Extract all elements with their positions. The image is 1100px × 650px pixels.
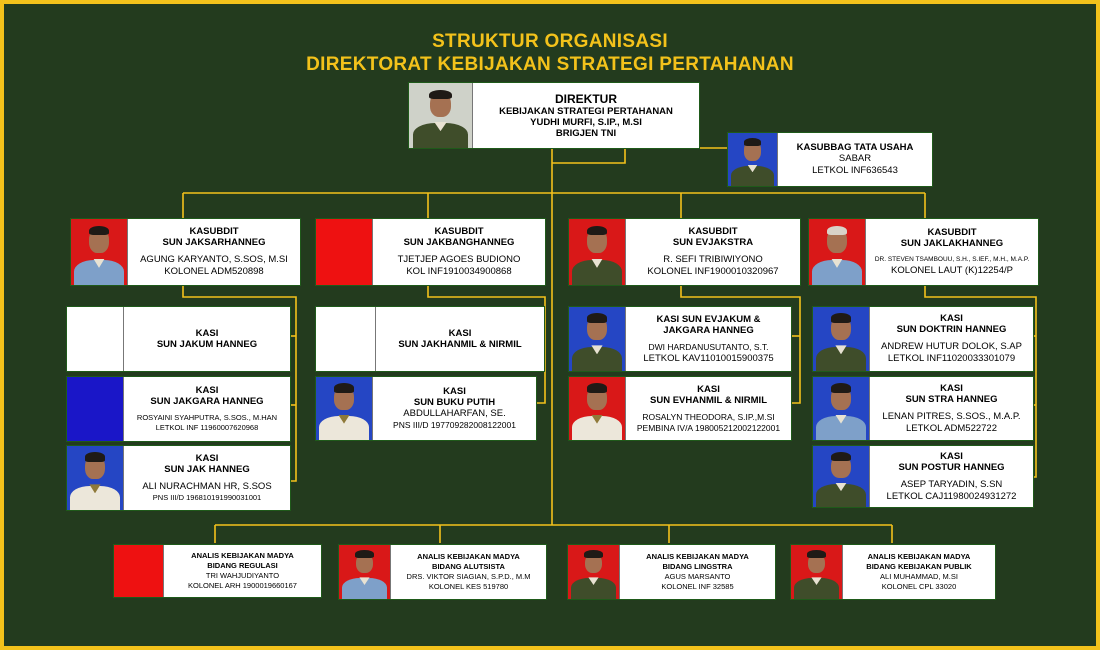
kasubdit-role: KASUBDIT xyxy=(927,227,977,238)
analis-box[interactable] xyxy=(338,544,547,600)
direktur-photo xyxy=(409,83,473,148)
analis-rank: KOLONEL KES 519780 xyxy=(428,582,509,591)
analis-role: ANALIS KEBIJAKAN MADYA xyxy=(646,552,749,561)
kasi-box[interactable] xyxy=(812,445,1034,508)
kasubdit-photo xyxy=(809,219,866,285)
kasi-role: KASI xyxy=(443,386,466,397)
kasi-photo xyxy=(569,377,626,440)
kasi-name: ROSYAINI SYAHPUTRA, S.SOS., M.HAN xyxy=(136,413,278,422)
analis-unit: BIDANG REGULASI xyxy=(207,561,278,570)
kasi-role: KASI xyxy=(940,450,963,462)
kasi-role: KASI SUN EVJAKUM & xyxy=(656,313,761,325)
kasi-role: KASI xyxy=(195,328,219,339)
kasi-box[interactable] xyxy=(812,306,1034,372)
kasi-unit: SUN JAKGARA HANNEG xyxy=(150,396,264,407)
kasubdit-role: KASUBDIT xyxy=(189,226,239,237)
kasubdit-photo xyxy=(71,219,128,285)
kasi-box[interactable] xyxy=(568,376,792,441)
kasubdit-unit: SUN JAKLAKHANNEG xyxy=(900,238,1004,249)
kasi-unit: SUN STRA HANNEG xyxy=(905,393,998,405)
analis-photo xyxy=(568,545,620,599)
analis-name: DRS. VIKTOR SIAGIAN, S.P.D., M.M xyxy=(406,572,531,581)
chart-title-line1: STRUKTUR ORGANISASI xyxy=(432,31,668,52)
kasi-box[interactable] xyxy=(66,376,291,442)
analis-name: ALI MUHAMMAD, M.SI xyxy=(880,572,958,581)
direktur-role: DIREKTUR xyxy=(555,92,617,106)
kasubdit-rank: KOL INF1910034900868 xyxy=(406,266,512,277)
kasi-unit: SUN JAK HANNEG xyxy=(164,464,250,475)
kasubbag-box[interactable] xyxy=(727,132,933,187)
analis-box[interactable] xyxy=(113,544,322,598)
direktur-box[interactable] xyxy=(408,82,700,149)
kasubdit-unit: SUN JAKSARHANNEG xyxy=(162,237,266,248)
kasi-role: KASI xyxy=(697,383,720,395)
kasi-rank: PNS III/D 197709282008122001 xyxy=(393,420,516,430)
kasi-photo xyxy=(569,307,626,371)
kasubdit-rank: KOLONEL ADM520898 xyxy=(164,266,264,277)
kasi-unit: SUN BUKU PUTIH xyxy=(413,397,496,408)
kasi-name: ANDREW HUTUR DOLOK, S.AP xyxy=(881,341,1022,352)
analis-rank: KOLONEL ARH 1900019660167 xyxy=(188,581,297,590)
kasi-name: ASEP TARYADIN, S.SN xyxy=(900,478,1003,490)
kasubbag-name: SABAR xyxy=(838,153,872,164)
kasi-rank: LETKOL INF11020033301079 xyxy=(887,353,1016,364)
kasi-box[interactable] xyxy=(315,376,537,441)
kasubdit-unit: SUN JAKBANGHANNEG xyxy=(403,237,515,248)
analis-photo xyxy=(791,545,843,599)
direktur-name: YUDHI MURFI, S.IP., M.SI xyxy=(530,117,642,128)
analis-unit: BIDANG KEBIJAKAN PUBLIK xyxy=(866,562,972,571)
kasubdit-box[interactable] xyxy=(70,218,301,286)
kasi-name: DWI HARDANUSUTANTO, S.T. xyxy=(648,341,769,352)
kasi-rank: LETKOL CAJ11980024931272 xyxy=(886,490,1017,502)
direktur-rank: BRIGJEN TNI xyxy=(555,128,617,139)
analis-rank: KOLONEL CPL 33020 xyxy=(881,582,957,591)
kasi-box[interactable] xyxy=(66,306,291,372)
kasi-photo xyxy=(813,446,870,507)
kasubdit-box[interactable] xyxy=(315,218,546,286)
kasi-name: LENAN PITRES, S.SOS., M.A.P. xyxy=(882,410,1021,422)
kasi-rank: PEMBINA IV/A 198005212002122001 xyxy=(636,422,781,433)
kasubdit-photo-placeholder xyxy=(316,219,373,285)
kasi-photo-placeholder xyxy=(67,377,124,441)
kasubdit-unit: SUN EVJAKSTRA xyxy=(672,237,754,248)
kasi-rank: PNS III/D 196810191990031001 xyxy=(152,493,262,502)
analis-rank: KOLONEL INF 32585 xyxy=(661,582,734,591)
analis-role: ANALIS KEBIJAKAN MADYA xyxy=(191,551,294,560)
kasi-role: KASI xyxy=(940,313,963,324)
kasi-unit: SUN DOKTRIN HANNEG xyxy=(896,324,1007,335)
kasubdit-name: AGUNG KARYANTO, S.SOS, M.SI xyxy=(140,254,288,265)
kasubdit-photo xyxy=(569,219,626,285)
analis-unit: BIDANG ALUTSISTA xyxy=(432,562,505,571)
kasubdit-role: KASUBDIT xyxy=(434,226,484,237)
kasubbag-photo xyxy=(728,133,778,186)
analis-name: AGUS MARSANTO xyxy=(664,572,731,581)
analis-photo-placeholder xyxy=(114,545,164,597)
kasi-role: KASI xyxy=(195,453,219,464)
kasi-rank: LETKOL ADM522722 xyxy=(905,422,997,434)
kasi-photo xyxy=(316,377,373,440)
analis-box[interactable] xyxy=(567,544,776,600)
kasubdit-box[interactable] xyxy=(568,218,801,286)
analis-role: ANALIS KEBIJAKAN MADYA xyxy=(417,552,520,561)
kasubbag-role: KASUBBAG TATA USAHA xyxy=(796,142,914,153)
analis-box[interactable] xyxy=(790,544,996,600)
kasi-rank: LETKOL INF 11960007620968 xyxy=(155,423,259,432)
kasubdit-rank: KOLONEL INF1900010320967 xyxy=(647,266,779,277)
kasi-photo xyxy=(813,377,870,440)
kasi-role: KASI xyxy=(940,382,963,394)
kasi-rank: LETKOL KAV11010015900375 xyxy=(643,352,774,364)
kasubdit-rank: KOLONEL LAUT (K)12254/P xyxy=(891,265,1013,276)
kasi-name: ROSALYN THEODORA, S.IP.,M.SI xyxy=(642,411,775,422)
kasi-role: KASI xyxy=(195,385,219,396)
kasi-photo xyxy=(813,307,870,371)
kasi-photo-placeholder xyxy=(67,307,124,371)
kasi-photo-placeholder xyxy=(316,307,376,371)
kasi-unit: SUN JAKUM HANNEG xyxy=(156,339,258,350)
kasi-name: ABDULLAHARFAN, SE. xyxy=(403,408,506,419)
kasubdit-box[interactable] xyxy=(808,218,1039,286)
direktur-unit: KEBIJAKAN STRATEGI PERTAHANAN xyxy=(499,106,673,117)
analis-unit: BIDANG LINGSTRA xyxy=(662,562,733,571)
chart-title-line2: DIREKTORAT KEBIJAKAN STRATEGI PERTAHANAN xyxy=(306,54,794,75)
kasi-unit: JAKGARA HANNEG xyxy=(663,324,754,336)
analis-photo xyxy=(339,545,391,599)
kasi-name: ALI NURACHMAN HR, S.SOS xyxy=(142,481,272,492)
kasi-photo xyxy=(67,446,124,510)
kasi-box[interactable] xyxy=(812,376,1034,441)
kasubdit-name: TJETJEP AGOES BUDIONO xyxy=(397,254,521,265)
kasubbag-rank: LETKOL INF636543 xyxy=(812,165,898,176)
kasi-box[interactable] xyxy=(315,306,545,372)
kasubdit-role: KASUBDIT xyxy=(688,226,738,237)
kasi-unit: SUN POSTUR HANNEG xyxy=(898,461,1005,473)
kasubdit-name: R. SEFI TRIBIWIYONO xyxy=(663,254,763,265)
kasi-unit: SUN EVHANMIL & NIRMIL xyxy=(650,394,767,406)
kasi-box[interactable] xyxy=(66,445,291,511)
kasi-box[interactable] xyxy=(568,306,792,372)
analis-role: ANALIS KEBIJAKAN MADYA xyxy=(867,552,971,561)
kasubdit-name: DR. STEVEN TSAMBOUU, S.H., S.IEF., M.H., M.A.P. xyxy=(874,256,1030,263)
kasi-unit: SUN JAKHANMIL & NIRMIL xyxy=(398,339,522,350)
kasi-role: KASI xyxy=(448,328,472,339)
analis-name: TRI WAHJUDIYANTO xyxy=(205,571,280,580)
